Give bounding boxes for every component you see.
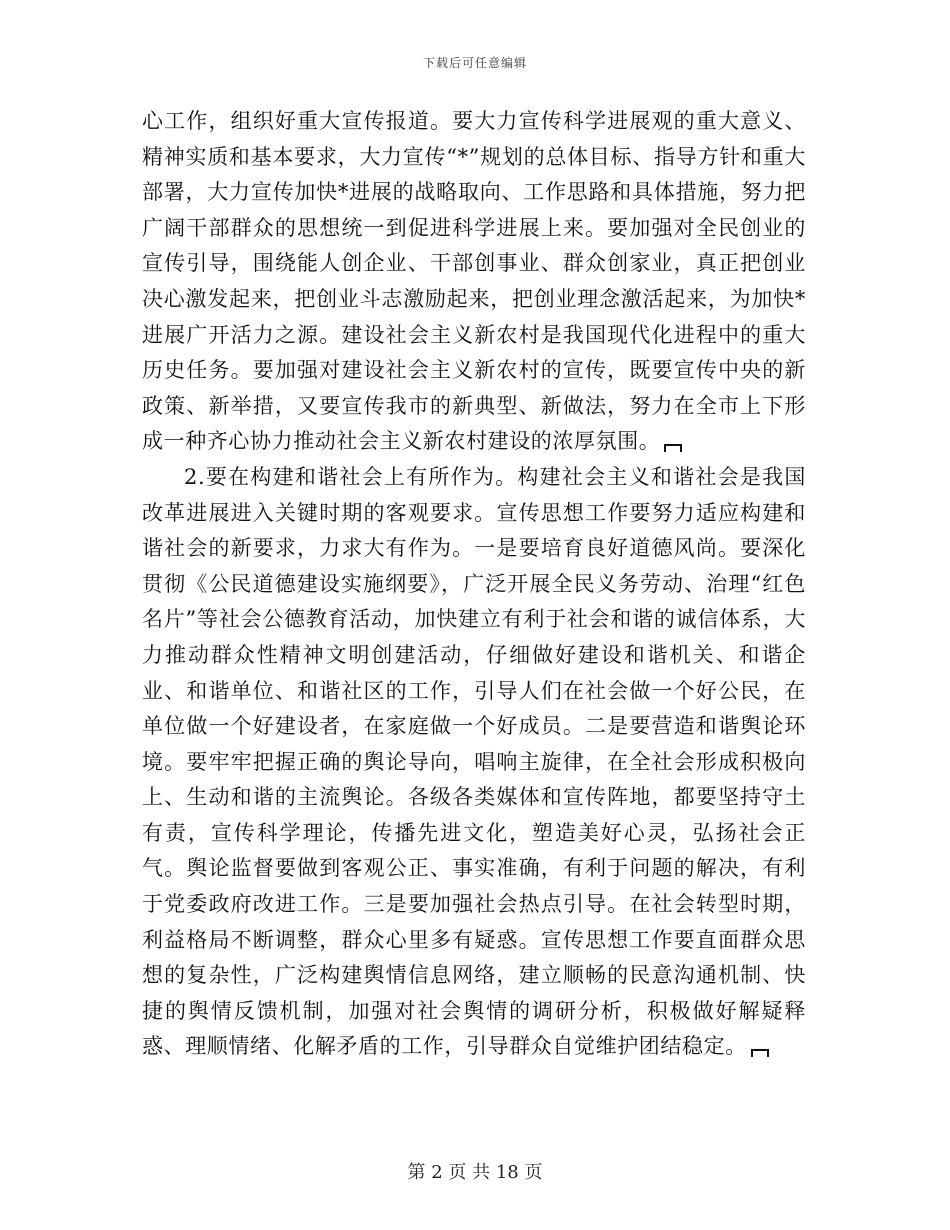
page-header — [0, 54, 950, 71]
paragraph-continuation — [142, 104, 806, 460]
header-note: 下载后可任意编辑 — [422, 56, 527, 70]
document-body — [142, 104, 806, 1065]
page-footer — [0, 1158, 950, 1184]
paragraph-section-2 — [142, 460, 806, 1065]
page-number: 第 2 页 共 18 页 — [407, 1162, 543, 1183]
paragraph-text: 2.要在构建和谐社会上有所作为。构建社会主义和谐社会是我国改革进展进入关键时期的客观要求。宣传思想工作要努力适应构建和谐社会的新要求，力求大有作为。一是要培育良好道德风尚。要深化贯彻《公民道德建设实施纲要》，广泛开展全民义务劳动、治理“红色名片”等社会公德教育活动，加快建立有利于社会和谐的诚信体系，大力推动群众性精神文明创建活动，仔细做好建设和谐机关、和谐企业、和谐单位、和谐社区的工作，引导人们在社会做一个好公民，在单位做一个好建设者，在家庭做一个好成员。二是要营造和谐舆论环境。要牢牢把握正确的舆论导向，唱响主旋律，在全社会形成积极向上、生动和谐的主流舆论。各级各类媒体和宣传阵地，都要坚持守土有责，宣传科学理论，传播先进文化，塑造美好心灵，弘扬社会正气。舆论监督要做到客观公正、事实准确，有利于问题的解决，有利于党委政府改进工作。三是要加强社会热点引导。在社会转型时期，利益格局不断调整，群众心里多有疑惑。宣传思想工作要直面群众思想的复杂性，广泛构建舆情信息网络，建立顺畅的民意沟通机制、快捷的舆情反馈机制，加强对社会舆情的调研分析，积极做好解疑释惑、理顺情绪、化解矛盾的工作，引导群众自觉维护团结稳定。 — [142, 464, 806, 1059]
paragraph-mark-icon — [751, 1049, 769, 1057]
paragraph-text: 心工作，组织好重大宣传报道。要大力宣传科学进展观的重大意义、精神实质和基本要求，大力宣传“*”规划的总体目标、指导方针和重大部署，大力宣传加快*进展的战略取向、工作思路和具体措施，努力把广阔干部群众的思想统一到促进科学进展上来。要加强对全民创业的宣传引导，围绕能人创企业、干部创事业、群众创家业，真正把创业决心激发起来，把创业斗志激励起来，把创业理念激活起来，为加快*进展广开活力之源。建设社会主义新农村是我国现代化进程中的重大历史任务。要加强对建设社会主义新农村的宣传，既要宣传中央的新政策、新举措，又要宣传我市的新典型、新做法，努力在全市上下形成一种齐心协力推动社会主义新农村建设的浓厚氛围。 — [142, 109, 806, 454]
paragraph-mark-icon — [664, 444, 682, 452]
